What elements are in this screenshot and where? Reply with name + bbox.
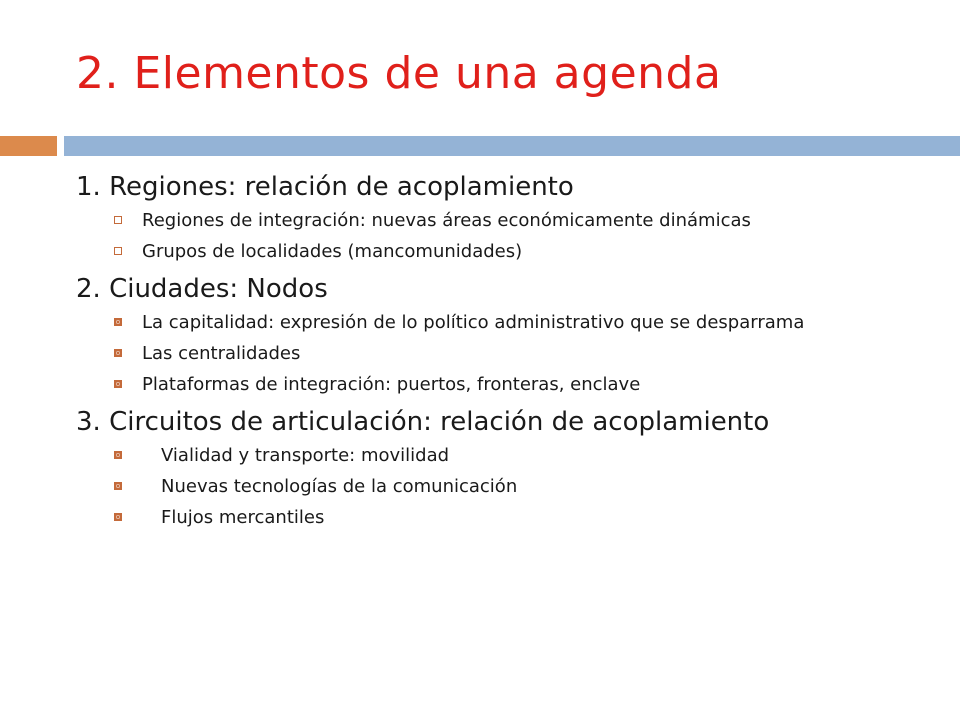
filled-square-icon <box>114 349 122 357</box>
slide-title: 2. Elementos de una agenda <box>76 48 722 99</box>
section-circuitos <box>76 405 936 529</box>
list-item-text: Plataformas de integración: puertos, fronteras, enclave <box>142 374 641 395</box>
title-divider-bar <box>64 136 960 156</box>
section-regiones <box>76 170 936 263</box>
title-accent-bar <box>0 136 57 156</box>
section-heading: 2. Ciudades: Nodos <box>76 274 328 304</box>
filled-square-icon <box>114 318 122 326</box>
bullet-list <box>76 445 936 529</box>
list-item-text: Grupos de localidades (mancomunidades) <box>142 241 523 262</box>
list-item-text: Nuevas tecnologías de la comunicación <box>161 476 518 497</box>
list-item <box>76 374 936 396</box>
filled-square-icon <box>114 380 122 388</box>
list-item <box>76 210 936 232</box>
list-item-text: Las centralidades <box>142 343 301 364</box>
list-item-text: Vialidad y transporte: movilidad <box>161 445 450 466</box>
list-item-text: La capitalidad: expresión de lo político administrativo que se desparrama <box>142 312 805 333</box>
bullet-list <box>76 312 936 396</box>
section-ciudades <box>76 272 936 396</box>
filled-square-icon <box>114 451 122 459</box>
list-item-text: Flujos mercantiles <box>161 507 325 528</box>
section-heading: 1. Regiones: relación de acoplamiento <box>76 172 574 202</box>
list-item <box>76 507 936 529</box>
list-item-text: Regiones de integración: nuevas áreas económicamente dinámicas <box>142 210 751 231</box>
list-item <box>76 241 936 263</box>
filled-square-icon <box>114 513 122 521</box>
hollow-square-icon <box>114 247 122 255</box>
list-item <box>76 312 936 334</box>
filled-square-icon <box>114 482 122 490</box>
section-heading: 3. Circuitos de articulación: relación de acoplamiento <box>76 407 770 437</box>
hollow-square-icon <box>114 216 122 224</box>
bullet-list <box>76 210 936 263</box>
list-item <box>76 343 936 365</box>
list-item <box>76 476 936 498</box>
slide-content <box>76 170 936 538</box>
list-item <box>76 445 936 467</box>
